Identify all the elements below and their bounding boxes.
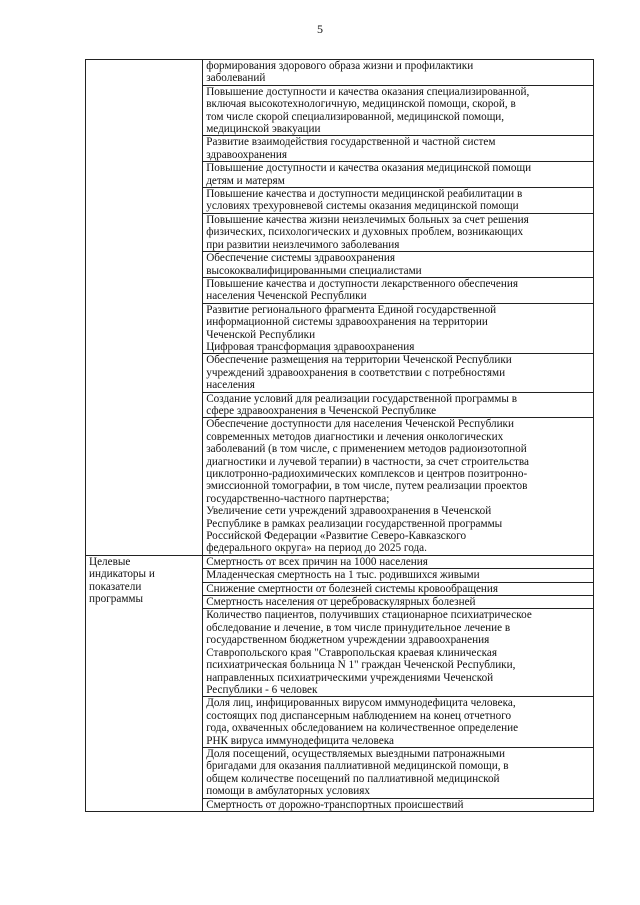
indicators-label-line: программы [89,593,143,606]
objective-item-line: Повышение доступности и качества оказания специализированной, [206,85,530,98]
objective-item-line: высококвалифицированными специалистами [206,264,422,277]
objective-item-line: современных методов диагностики и лечения онкологических [206,430,504,443]
objective-item [203,278,593,304]
objective-item [203,162,593,188]
indicator-item-line: бригадами для оказания паллиативной медицинской помощи, в [206,760,509,773]
indicators-label-line: индикаторы и [89,568,155,581]
indicator-item-line: состоящих под диспансерным наблюдением на конец отчетного [206,709,512,722]
objective-item [203,252,593,278]
objective-item [203,304,593,355]
objectives-row [86,60,594,556]
objective-item [203,188,593,214]
indicator-item [203,596,593,609]
objective-item [203,86,593,137]
objective-item-line: населения [206,379,255,392]
program-passport-table [85,59,594,812]
objective-item-line: детям и матерям [206,174,285,187]
objective-item-line: Республике в рамках реализации государственной программы [206,517,503,530]
objective-item-line: Повышение доступности и качества оказания медицинской помощи [206,162,532,175]
objective-item-line: Обеспечение системы здравоохранения [206,252,396,265]
indicator-item-line: Смертность от всех причин на 1000 населения [206,555,428,568]
indicator-item-line: Младенческая смертность на 1 тыс. родившихся живыми [206,569,480,582]
indicator-item-line: общем количестве посещений по паллиативной медицинской [206,772,500,785]
page-number: 5 [317,22,323,36]
indicators-row [86,555,594,811]
objective-item-line: формирования здорового образа жизни и профилактики [206,60,474,72]
indicators-label-line: Целевые [89,555,131,568]
indicators-label-cell [86,555,203,811]
objective-item [203,214,593,252]
objective-item [203,393,593,419]
indicator-item-line: Республики - 6 человек [206,683,318,696]
objective-item-line: Цифровая трансформация здравоохранения [206,340,415,353]
indicator-item-line: психиатрическая больница N 1" граждан Чеченской Республики, [206,659,516,672]
objective-item-line: государственно-частного партнерства; [206,492,390,505]
objective-item-line: Обеспечение размещения на территории Чеченской Республики [206,354,512,367]
objective-item-line: при развитии неизлечимого заболевания [206,238,400,251]
objective-item-line: информационной системы здравоохранения на территории [206,316,488,329]
objective-item-line: Повышение качества и доступности медицинской реабилитации в [206,188,523,201]
objectives-cell [203,60,594,556]
objective-item [203,418,593,554]
objective-item-line: включая высокотехнологичную, медицинской помощи, скорой, в [206,98,516,111]
indicator-item-line: РНК вируса иммунодефицита человека [206,734,394,747]
indicator-item [203,569,593,582]
objective-item-line: заболеваний [206,72,266,85]
indicator-item-line: Смертность населения от цереброваскулярных болезней [206,596,476,609]
objective-item-line: населения Чеченской Республики [206,290,367,303]
objective-item-line: федерального округа» на период до 2025 года. [206,542,427,555]
objective-item-line: здравоохранения [206,148,288,161]
objectives-label-cell [86,60,203,556]
objective-item-line: Российской Федерации «Развитие Северо-Кавказского [206,530,467,543]
objective-item-line: заболеваний (в том числе, с применением методов радиоизотопной [206,443,527,456]
indicator-item-line: обследование и лечение, в том числе принудительное лечение в [206,621,511,634]
objective-item-line: Увеличение сети учреждений здравоохранения в Чеченской [206,505,492,518]
objective-item-line: Повышение качества и доступности лекарственного обеспечения [206,277,518,290]
indicator-item-line: Ставропольского края "Ставропольская краевая клиническая [206,646,497,659]
indicator-item-line: направленных психиатрическими учреждениями Чеченской [206,671,494,684]
objective-item-line: Чеченской Республики [206,328,316,341]
objective-item-line: Развитие взаимодействия государственной и частной систем [206,136,496,149]
objective-item-line: медицинской эвакуации [206,123,321,136]
objective-item-line: эмиссионной томографии, в том числе, путем реализации проектов [206,480,528,493]
objective-item [203,60,593,86]
indicator-item [203,748,593,799]
objective-item-line: физических, психологических и духовных проблем, возникающих [206,226,524,239]
objective-item-line: Повышение качества жизни неизлечимых больных за счет решения [206,213,529,226]
indicator-item [203,583,593,596]
indicator-item [203,697,593,748]
indicator-item-line: помощи в амбулаторных условиях [206,785,370,798]
objective-item-line: диагностики и лучевой терапии) в частности, за счет строительства [206,455,529,468]
objective-item-line: учреждений здравоохранения в соответствии с потребностями [206,366,506,379]
indicator-item [203,609,593,697]
objective-item-line: условиях трехуровневой системы оказания медицинской помощи [206,200,519,213]
objective-item-line: сфере здравоохранения в Чеченской Республике [206,404,437,417]
indicator-item-line: года, охваченных обследованием на количественное определение [206,722,519,735]
indicator-item-line: государственном бюджетном учреждении здравоохранения [206,634,490,647]
objective-item [203,136,593,162]
indicators-label-line: показатели [89,580,142,593]
indicator-item-line: Доля посещений, осуществляемых выездными патронажными [206,747,506,760]
indicators-cell [203,555,594,811]
indicator-item-line: Доля лиц, инфицированных вирусом иммунодефицита человека, [206,697,516,710]
objective-item-line: том числе скорой специализированной, медицинской помощи, [206,110,505,123]
indicator-item-line: Количество пациентов, получивших стационарное психиатрическое [206,609,532,622]
objective-item-line: Создание условий для реализации государственной программы в [206,392,517,405]
indicator-item-line: Снижение смертности от болезней системы кровообращения [206,582,499,595]
indicator-item [203,556,593,569]
objective-item-line: Обеспечение доступности для населения Чеченской Республики [206,418,514,431]
indicator-item [203,799,593,811]
objective-item-line: циклотронно-радиохимических комплексов и центров позитронно- [206,468,528,480]
indicator-item-line: Смертность от дорожно-транспортных происшествий [206,798,464,811]
objective-item-line: Развитие регионального фрагмента Единой государственной [206,303,497,316]
objective-item [203,354,593,392]
